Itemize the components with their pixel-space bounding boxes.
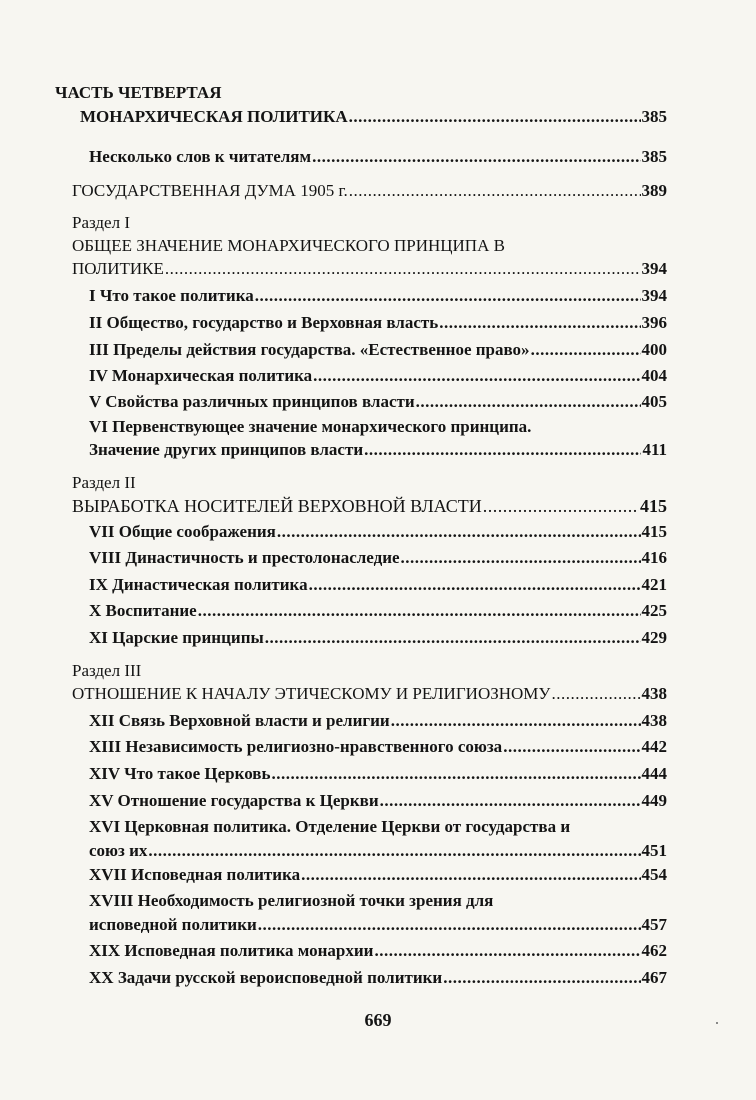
toc-entry-chapter-2 xyxy=(89,312,667,334)
entry-title: X Воспитание xyxy=(89,601,197,620)
toc-entry-duma xyxy=(72,180,667,202)
page-number: 415 xyxy=(641,522,667,541)
part-label: ЧАСТЬ ЧЕТВЕРТАЯ xyxy=(55,83,222,102)
dot-leader xyxy=(551,683,640,705)
entry-title: союз их xyxy=(89,841,148,860)
chapter-6-line1: VI Первенствующее значение монархического принципа. xyxy=(89,417,532,436)
toc-entry-chapter-17 xyxy=(89,864,667,886)
page-number: 449 xyxy=(641,791,667,810)
toc-entry-chapter-14 xyxy=(89,763,667,785)
toc-entry-chapter-4 xyxy=(89,365,667,387)
page-number: 404 xyxy=(641,366,667,385)
entry-title: XIV Что такое Церковь xyxy=(89,764,271,783)
dot-leader xyxy=(531,339,641,361)
dot-leader xyxy=(271,763,640,785)
dot-leader xyxy=(265,627,641,649)
entry-title: VIII Династичность и престолонаследие xyxy=(89,548,400,567)
dot-leader xyxy=(255,285,641,307)
toc-entry-section-1 xyxy=(72,258,667,280)
toc-entry-chapter-11 xyxy=(89,627,667,649)
section-2-title: ВЫРАБОТКА НОСИТЕЛЕЙ ВЕРХОВНОЙ ВЛАСТИ xyxy=(72,496,482,516)
entry-title: VII Общие соображения xyxy=(89,522,276,541)
dot-leader xyxy=(313,365,640,387)
section-1-label: Раздел I xyxy=(72,213,130,232)
part-title: МОНАРХИЧЕСКАЯ ПОЛИТИКА xyxy=(80,107,348,126)
page-number: 385 xyxy=(641,147,667,166)
toc-entry-chapter-10 xyxy=(89,600,667,622)
entry-title: IX Династическая политика xyxy=(89,575,308,594)
toc-entry-section-2 xyxy=(72,495,667,517)
page-number: 467 xyxy=(641,968,667,987)
entry-title: XIII Независимость религиозно-нравственного союза xyxy=(89,737,503,756)
toc-entry-chapter-1 xyxy=(89,285,667,307)
dot-leader xyxy=(349,180,641,202)
dot-leader xyxy=(349,106,641,128)
page-number: 442 xyxy=(641,737,667,756)
toc-entry-chapter-15 xyxy=(89,790,667,812)
page-number: 415 xyxy=(640,496,667,516)
dot-leader xyxy=(301,864,640,886)
section-3-title: ОТНОШЕНИЕ К НАЧАЛУ ЭТИЧЕСКОМУ И РЕЛИГИОЗНОМУ xyxy=(72,684,551,703)
toc-entry-chapter-7 xyxy=(89,521,667,543)
toc-entry-chapter-8 xyxy=(89,547,667,569)
page-number: 457 xyxy=(641,915,667,934)
entry-title: XVII Исповедная политика xyxy=(89,865,301,884)
toc-entry-chapter-3 xyxy=(89,339,667,361)
entry-title: XII Связь Верховной власти и религии xyxy=(89,711,390,730)
chapter-18-line1: XVIII Необходимость религиозной точки зрения для xyxy=(89,891,494,910)
dot-leader xyxy=(198,600,641,622)
toc-entry-chapter-13 xyxy=(89,736,667,758)
dot-leader xyxy=(277,521,641,543)
dot-leader xyxy=(148,840,640,862)
toc-entry-intro-readers xyxy=(89,146,667,168)
dot-leader xyxy=(401,547,641,569)
section-3-label: Раздел III xyxy=(72,661,142,680)
entry-title: XX Задачи русской вероисповедной политики xyxy=(89,968,443,987)
dot-leader xyxy=(374,940,640,962)
page-number: 416 xyxy=(641,548,667,567)
page-number: 425 xyxy=(641,601,667,620)
chapter-16-line1: XVI Церковная политика. Отделение Церкви от государства и xyxy=(89,817,571,836)
page-folio: 669 xyxy=(364,1010,392,1030)
section-2-label: Раздел II xyxy=(72,473,136,492)
page-number: 394 xyxy=(641,286,667,305)
toc-entry-chapter-6 xyxy=(89,439,667,461)
dot-leader xyxy=(503,736,640,758)
paper-speck xyxy=(716,1022,718,1024)
entry-title: II Общество, государство и Верховная власть xyxy=(89,313,439,332)
entry-title: Значение других принципов власти xyxy=(89,440,364,459)
page-number: 405 xyxy=(641,392,667,411)
page-number: 438 xyxy=(641,711,667,730)
dot-leader xyxy=(364,439,641,461)
dot-leader xyxy=(443,967,640,989)
toc-entry-chapter-20 xyxy=(89,967,667,989)
dot-leader xyxy=(312,146,640,168)
page-number: 394 xyxy=(641,259,667,278)
page-number: 411 xyxy=(642,440,667,459)
page-number: 396 xyxy=(641,313,667,332)
dot-leader xyxy=(416,391,641,413)
toc-entry-chapter-9 xyxy=(89,574,667,596)
entry-title: IV Монархическая политика xyxy=(89,366,313,385)
dot-leader xyxy=(165,258,641,280)
entry-title: ГОСУДАРСТВЕННАЯ ДУМА 1905 г. xyxy=(72,181,348,200)
page-number: 451 xyxy=(641,841,667,860)
entry-title: V Свойства различных принципов власти xyxy=(89,392,415,411)
entry-title: XIX Исповедная политика монархии xyxy=(89,941,374,960)
dot-leader xyxy=(309,574,641,596)
toc-entry-chapter-18 xyxy=(89,914,667,936)
toc-entry-section-3 xyxy=(72,683,667,705)
dot-leader xyxy=(391,710,641,732)
dot-leader xyxy=(439,312,640,334)
page-number: 400 xyxy=(641,340,667,359)
page-number: 462 xyxy=(641,941,667,960)
entry-title: III Пределы действия государства. «Естественное право» xyxy=(89,340,530,359)
page-number: 444 xyxy=(641,764,667,783)
dot-leader xyxy=(483,495,639,517)
toc-entry-chapter-5 xyxy=(89,391,667,413)
entry-title: Несколько слов к читателям xyxy=(89,147,312,166)
section-1-title-line2: ПОЛИТИКЕ xyxy=(72,259,164,278)
toc-entry-part-title xyxy=(80,106,667,128)
entry-title: XI Царские принципы xyxy=(89,628,264,647)
toc-entry-chapter-12 xyxy=(89,710,667,732)
entry-title: исповедной политики xyxy=(89,915,257,934)
dot-leader xyxy=(258,914,641,936)
toc-entry-chapter-16 xyxy=(89,840,667,862)
page-number: 389 xyxy=(641,181,667,200)
page-number: 438 xyxy=(641,684,667,703)
dot-leader xyxy=(380,790,641,812)
entry-title: XV Отношение государства к Церкви xyxy=(89,791,379,810)
page-number: 454 xyxy=(641,865,667,884)
page-number: 429 xyxy=(641,628,667,647)
entry-title: I Что такое политика xyxy=(89,286,254,305)
toc-entry-chapter-19 xyxy=(89,940,667,962)
page-number: 385 xyxy=(641,107,667,126)
page-number: 421 xyxy=(641,575,667,594)
section-1-title-line1: ОБЩЕЕ ЗНАЧЕНИЕ МОНАРХИЧЕСКОГО ПРИНЦИПА В xyxy=(72,236,505,255)
